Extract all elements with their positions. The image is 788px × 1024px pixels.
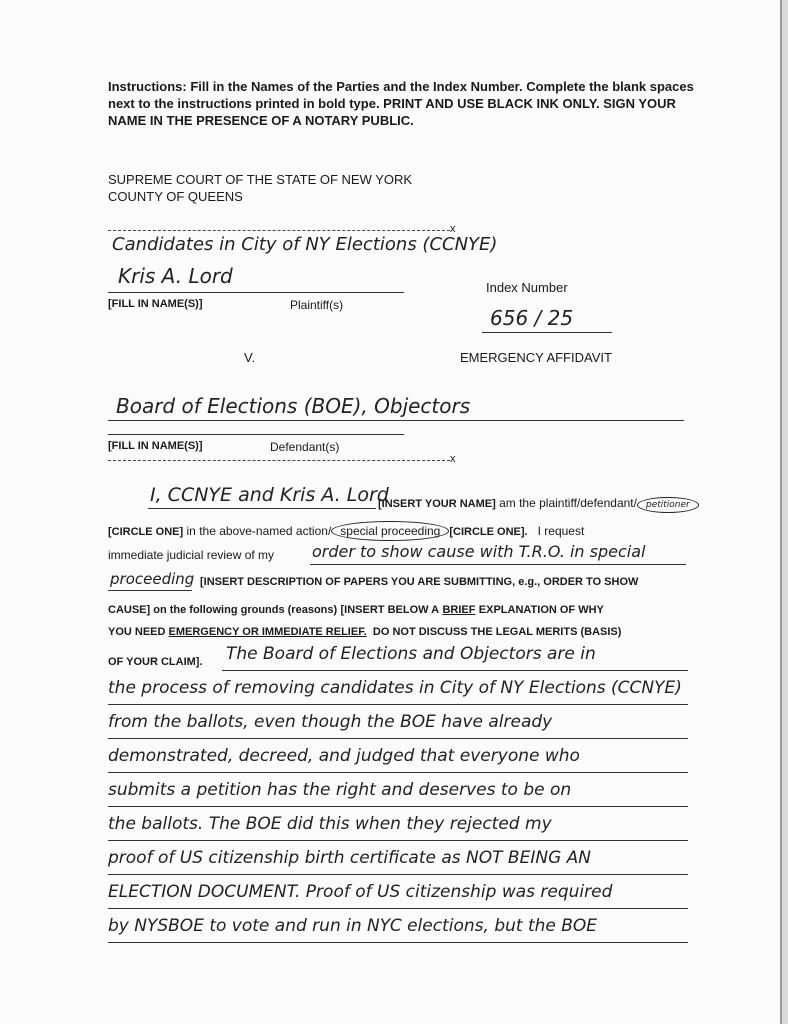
body-line-3: immediate judicial review of my (108, 548, 275, 562)
affiant-name-handwritten: I, CCNYE and Kris A. Lord (150, 484, 389, 506)
document-type: EMERGENCY AFFIDAVIT (460, 350, 612, 365)
body-line-6: YOU NEED EMERGENCY OR IMMEDIATE RELIEF. DO NOT DISCUSS THE LEGAL MERITS (BASIS) (108, 626, 622, 638)
handwritten-line: from the ballots, even though the BOE have already (108, 712, 553, 732)
defendant-line-1 (108, 420, 684, 421)
petitioner-circled: petitioner (637, 497, 699, 513)
defendant-fill-label: [FILL IN NAME(S)] (108, 440, 203, 452)
defendant-line-2 (108, 434, 404, 435)
defendant-handwritten: Board of Elections (BOE), Objectors (116, 394, 471, 418)
affidavit-page: Instructions: Fill in the Names of the Parties and the Index Number. Complete the blank spaces next to the instructions printed in bold type. PRINT AND USE BLACK INK ONLY. SIGN YOUR NAME IN THE PRESENCE OF A NOTARY PUBLIC. SUPREME COURT OF THE STATE OF NEW YORK COUNTY OF QUEENS x Candidates in City of NY Elections (CCNYE) Kris A. Lord [FILL IN NAME(S)] Plaintiff(s) Index Number 656 / 25 V. EMERGENCY AFFIDAVIT Board of Elections (BOE), Objectors [FILL IN NAME(S)] Defendant(s) x I, CCNYE and Kris A. Lord [INSERT YOUR NAME] am the plaintiff/defendant/ petitioner [CIRCLE ONE] in the above-named action/ special proceeding [CIRCLE ONE]. I request immediate judicial review of my order to show cause with T.R.O. in special proceeding [INSERT DESCRIPTION OF PAPERS YOU ARE SUBMITTING, e.g., ORDER TO SHOW CAUSE] on the following grounds (reasons) [INSERT BELOW A BRIEF EXPLANATION OF WHY YOU NEED EMERGENCY OR IMMEDIATE RELIEF. DO NOT DISCUSS THE LEGAL MERITS (BASIS) OF YOUR CLAIM]. The Board of Elections and Objectors are in the process of removing candidates in City of NY Elections (CCNYE) from the ballots, even though the BOE have already demonstrated, decreed, and judged that everyone who submits a petition has the right and deserves to be on the ballots. The BOE did this when they rejected my proof of US citizenship birth certificate as NOT BEING AN ELECTION DOCUMENT. Proof of US citizenship was required by NYSBOE to vote and run in NYC elections, but the BOE (0, 0, 782, 1024)
instructions: Instructions: Fill in the Names of the Parties and the Index Number. Complete the blank spaces next to the instructions printed in bold type. PRINT AND USE BLACK INK ONLY. SIGN YOUR NAME IN THE PRESENCE OF A NOTARY PUBLIC. (108, 79, 694, 128)
handwritten-line: submits a petition has the right and deserves to be on (108, 780, 572, 800)
caption-bottom-dashes (108, 460, 450, 461)
body-line-4: [INSERT DESCRIPTION OF PAPERS YOU ARE SUBMITTING, e.g., ORDER TO SHOW (200, 576, 639, 588)
court-county: COUNTY OF QUEENS (108, 189, 243, 204)
handwritten-line: the process of removing candidates in City of NY Elections (CCNYE) (108, 678, 682, 698)
index-line (482, 332, 612, 333)
caption-top-dashes (108, 230, 450, 231)
body-line-1: [INSERT YOUR NAME] am the plaintiff/defendant/ petitioner (378, 496, 699, 510)
body-line-5: CAUSE] on the following grounds (reasons) [INSERT BELOW A BRIEF EXPLANATION OF WHY (108, 604, 604, 616)
handwritten-line: proof of US citizenship birth certificate as NOT BEING AN (108, 848, 591, 868)
handwritten-line: the ballots. The BOE did this when they rejected my (108, 814, 552, 834)
defendant-role: Defendant(s) (270, 440, 340, 454)
index-label: Index Number (486, 280, 568, 295)
plaintiff-role: Plaintiff(s) (290, 298, 344, 312)
of-your-claim: OF YOUR CLAIM]. (108, 656, 203, 668)
handwritten-line: The Board of Elections and Objectors are in (226, 644, 596, 664)
handwritten-line: by NYSBOE to vote and run in NYC elections, but the BOE (108, 916, 598, 936)
papers-handwritten-1: order to show cause with T.R.O. in special (312, 542, 646, 561)
court-name: SUPREME COURT OF THE STATE OF NEW YORK (108, 172, 413, 187)
papers-handwritten-2: proceeding (110, 570, 195, 588)
index-number: 656 / 25 (490, 306, 574, 330)
plaintiff-fill-label: [FILL IN NAME(S)] (108, 298, 203, 310)
handwritten-line: ELECTION DOCUMENT. Proof of US citizenship was required (108, 882, 613, 902)
versus: V. (244, 350, 256, 365)
plaintiff-handwritten-2: Kris A. Lord (118, 264, 233, 288)
plaintiff-handwritten-1: Candidates in City of NY Elections (CCNYE) (112, 234, 498, 255)
plaintiff-line (108, 292, 404, 293)
body-line-2: [CIRCLE ONE] in the above-named action/ special proceeding [CIRCLE ONE]. I request (108, 524, 584, 538)
special-proceeding-circled: special proceeding (331, 521, 449, 541)
handwritten-line: demonstrated, decreed, and judged that everyone who (108, 746, 580, 766)
